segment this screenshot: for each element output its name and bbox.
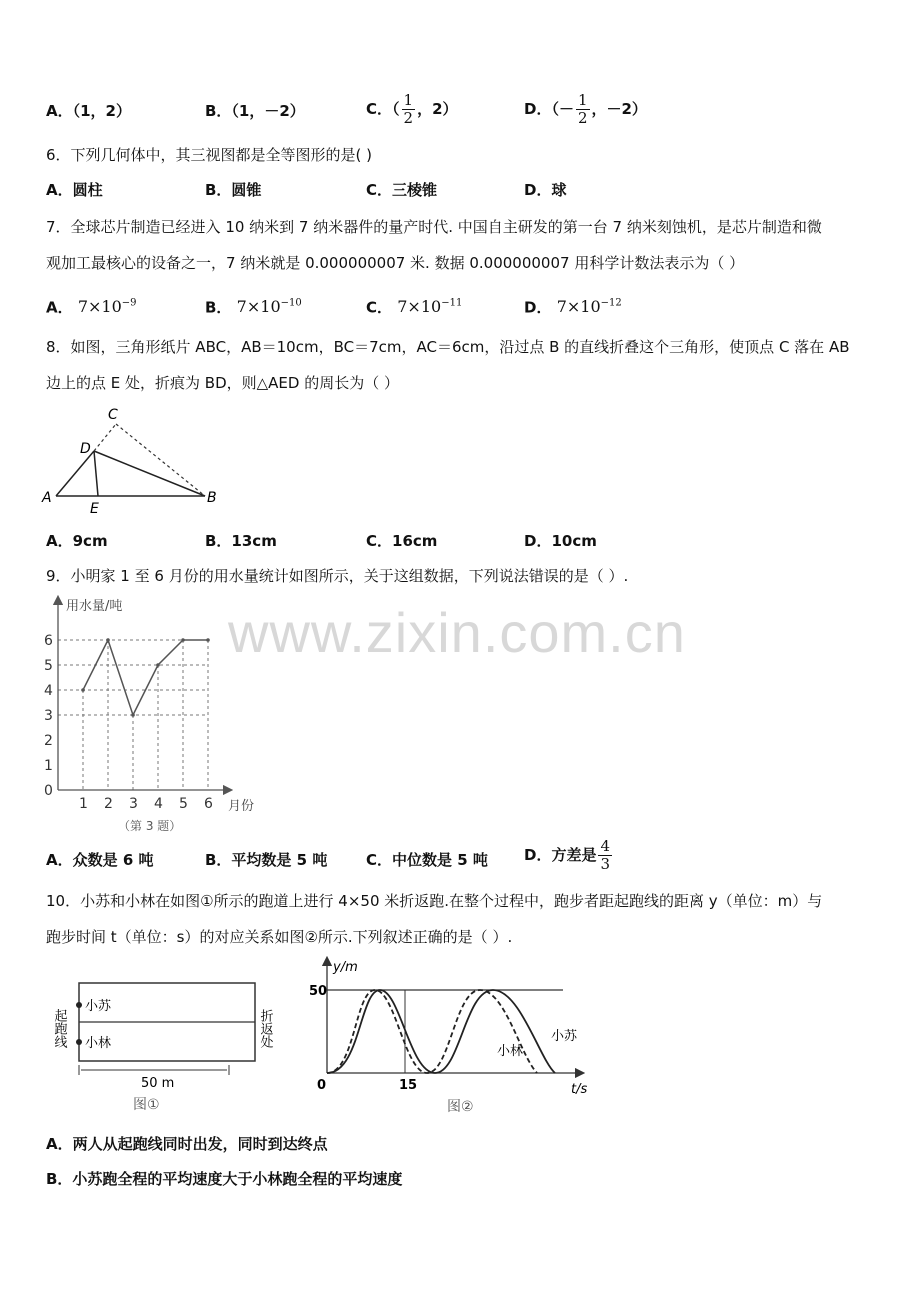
segment-dc: [94, 424, 116, 451]
q9-stem: 9．小明家 1 至 6 月份的用水量统计如图所示，关于这组数据，下列说法错误的是（ ）.: [46, 567, 629, 585]
fig2-x-label: t/s: [571, 1082, 588, 1097]
q9-option-a: A．众数是 6 吨: [46, 851, 154, 869]
q9-option-b: B．平均数是 5 吨: [205, 851, 328, 869]
q8-option-a: A．9cm: [46, 532, 108, 550]
figure2-caption: 图②: [447, 1099, 474, 1115]
q9-option-d: D．方差是 $\frac{4}{3}$: [524, 837, 610, 873]
y-tick-label: 0: [44, 783, 53, 799]
q7-option-a: A． $7\times 10^{-9}$: [46, 297, 137, 317]
segment-cb: [116, 424, 205, 496]
y-axis-label: 用水量/吨: [66, 599, 123, 614]
width-label: 50 m: [141, 1076, 175, 1091]
start-line-label: 起跑线: [51, 1009, 67, 1048]
q5-option-b: B．（1，－2）: [205, 102, 305, 120]
y-tick-label: 1: [44, 758, 53, 774]
q6-stem: 6．下列几何体中，其三视图都是全等图形的是( ): [46, 146, 373, 164]
fig2-origin: 0: [317, 1078, 327, 1093]
y-tick-label: 4: [44, 683, 53, 699]
x-tick-label: 2: [104, 796, 113, 812]
q6-option-a: A．圆柱: [46, 181, 103, 199]
q9-option-c: C．中位数是 5 吨: [366, 851, 488, 869]
runner-dot-su: [76, 1002, 82, 1008]
watermark: www.zixin.com.cn: [228, 601, 686, 664]
data-point: [81, 688, 85, 692]
fraction: $\frac{4}{3}$: [600, 837, 610, 873]
x-tick-label: 5: [179, 796, 188, 812]
runner-dot-lin: [76, 1039, 82, 1045]
data-point: [131, 713, 135, 717]
fig2-label-su: 小苏: [551, 1029, 578, 1044]
turn-point-label: 折返处: [257, 1009, 273, 1048]
x-axis-label: 月份: [228, 799, 255, 814]
y-tick-label: 5: [44, 658, 53, 674]
segment-de: [94, 451, 98, 496]
q7-option-c: C． $7\times 10^{-11}$: [366, 297, 463, 317]
q5-option-a: A．（1，2）: [46, 102, 131, 120]
q10-stem-line2: 跑步时间 t（单位：s）的对应关系如图②所示.下列叙述正确的是（ ）.: [46, 928, 513, 946]
label-b: B: [207, 490, 217, 506]
x-tick-label: 4: [154, 796, 163, 812]
runner-su-label: 小苏: [85, 999, 112, 1014]
x-tick-label: 1: [79, 796, 88, 812]
data-point: [181, 638, 185, 642]
track-figure: [51, 975, 280, 1120]
segment-db: [94, 451, 205, 496]
q5-option-d: D．（－ $\frac{1}{2}$ ，－2）: [524, 91, 647, 127]
data-point: [106, 638, 110, 642]
fig2-x-value: 15: [399, 1078, 418, 1093]
label-e: E: [90, 501, 99, 517]
fig2-y-label: y/m: [333, 960, 358, 975]
q8-option-b: B．13cm: [205, 532, 277, 550]
q8-stem-line2: 边上的点 E 处，折痕为 BD，则△AED 的周长为（ ）: [46, 374, 399, 392]
q7-option-d: D． $7\times 10^{-12}$: [524, 297, 622, 317]
figure1-caption: 图①: [133, 1097, 160, 1113]
triangle-figure: [40, 403, 220, 518]
label-d: D: [80, 441, 91, 457]
x-tick-label: 6: [204, 796, 213, 812]
chart-caption: （第 3 题）: [118, 819, 182, 833]
runner-lin-label: 小林: [85, 1036, 112, 1051]
q8-option-d: D．10cm: [524, 532, 597, 550]
data-point: [206, 638, 210, 642]
q10-option-b: B．小苏跑全程的平均速度大于小林跑全程的平均速度: [46, 1170, 403, 1188]
q10-stem-line1: 10．小苏和小林在如图①所示的跑道上进行 4×50 米折返跑.在整个过程中，跑步者距起跑线的距离 y（单位：m）与: [46, 892, 823, 910]
fraction: $\frac{1}{2}$: [577, 91, 588, 127]
q6-option-b: B．圆锥: [205, 181, 262, 199]
y-tick-label: 2: [44, 733, 53, 749]
q7-stem-line2: 观加工最核心的设备之一，7 纳米就是 0.000000007 米. 数据 0.000000007 用科学计数法表示为（ ）: [46, 254, 745, 272]
distance-time-figure: [305, 955, 595, 1125]
curve-xiaosu: [327, 990, 555, 1073]
q8-option-c: C．16cm: [366, 532, 438, 550]
label-c: C: [108, 407, 118, 423]
q6-option-d: D．球: [524, 181, 567, 199]
y-tick-label: 6: [44, 633, 53, 649]
q7-stem-line1: 7．全球芯片制造已经进入 10 纳米到 7 纳米器件的量产时代. 中国自主研发的第一台 7 纳米刻蚀机，是芯片制造和微: [46, 218, 822, 236]
q10-option-a: A．两人从起跑线同时出发，同时到达终点: [46, 1135, 328, 1153]
fig2-label-lin: 小林: [497, 1044, 524, 1059]
fraction: $\frac{1}{2}$: [403, 91, 414, 127]
q7-option-b: B． $7\times 10^{-10}$: [205, 297, 302, 317]
label-a: A: [42, 490, 52, 506]
series-line: [83, 640, 208, 715]
segment-ad: [56, 451, 94, 496]
q5-option-c: C．（ $\frac{1}{2}$ ，2）: [366, 91, 458, 127]
y-tick-label: 3: [44, 708, 53, 724]
data-point: [156, 663, 160, 667]
fig2-y-value: 50: [309, 984, 328, 999]
x-tick-label: 3: [129, 796, 138, 812]
q6-option-c: C．三棱锥: [366, 181, 438, 199]
q8-stem-line1: 8．如图，三角形纸片 ABC，AB＝10cm，BC＝7cm，AC＝6cm，沿过点 B 的直线折叠这个三角形，使顶点 C 落在 AB: [46, 338, 850, 356]
